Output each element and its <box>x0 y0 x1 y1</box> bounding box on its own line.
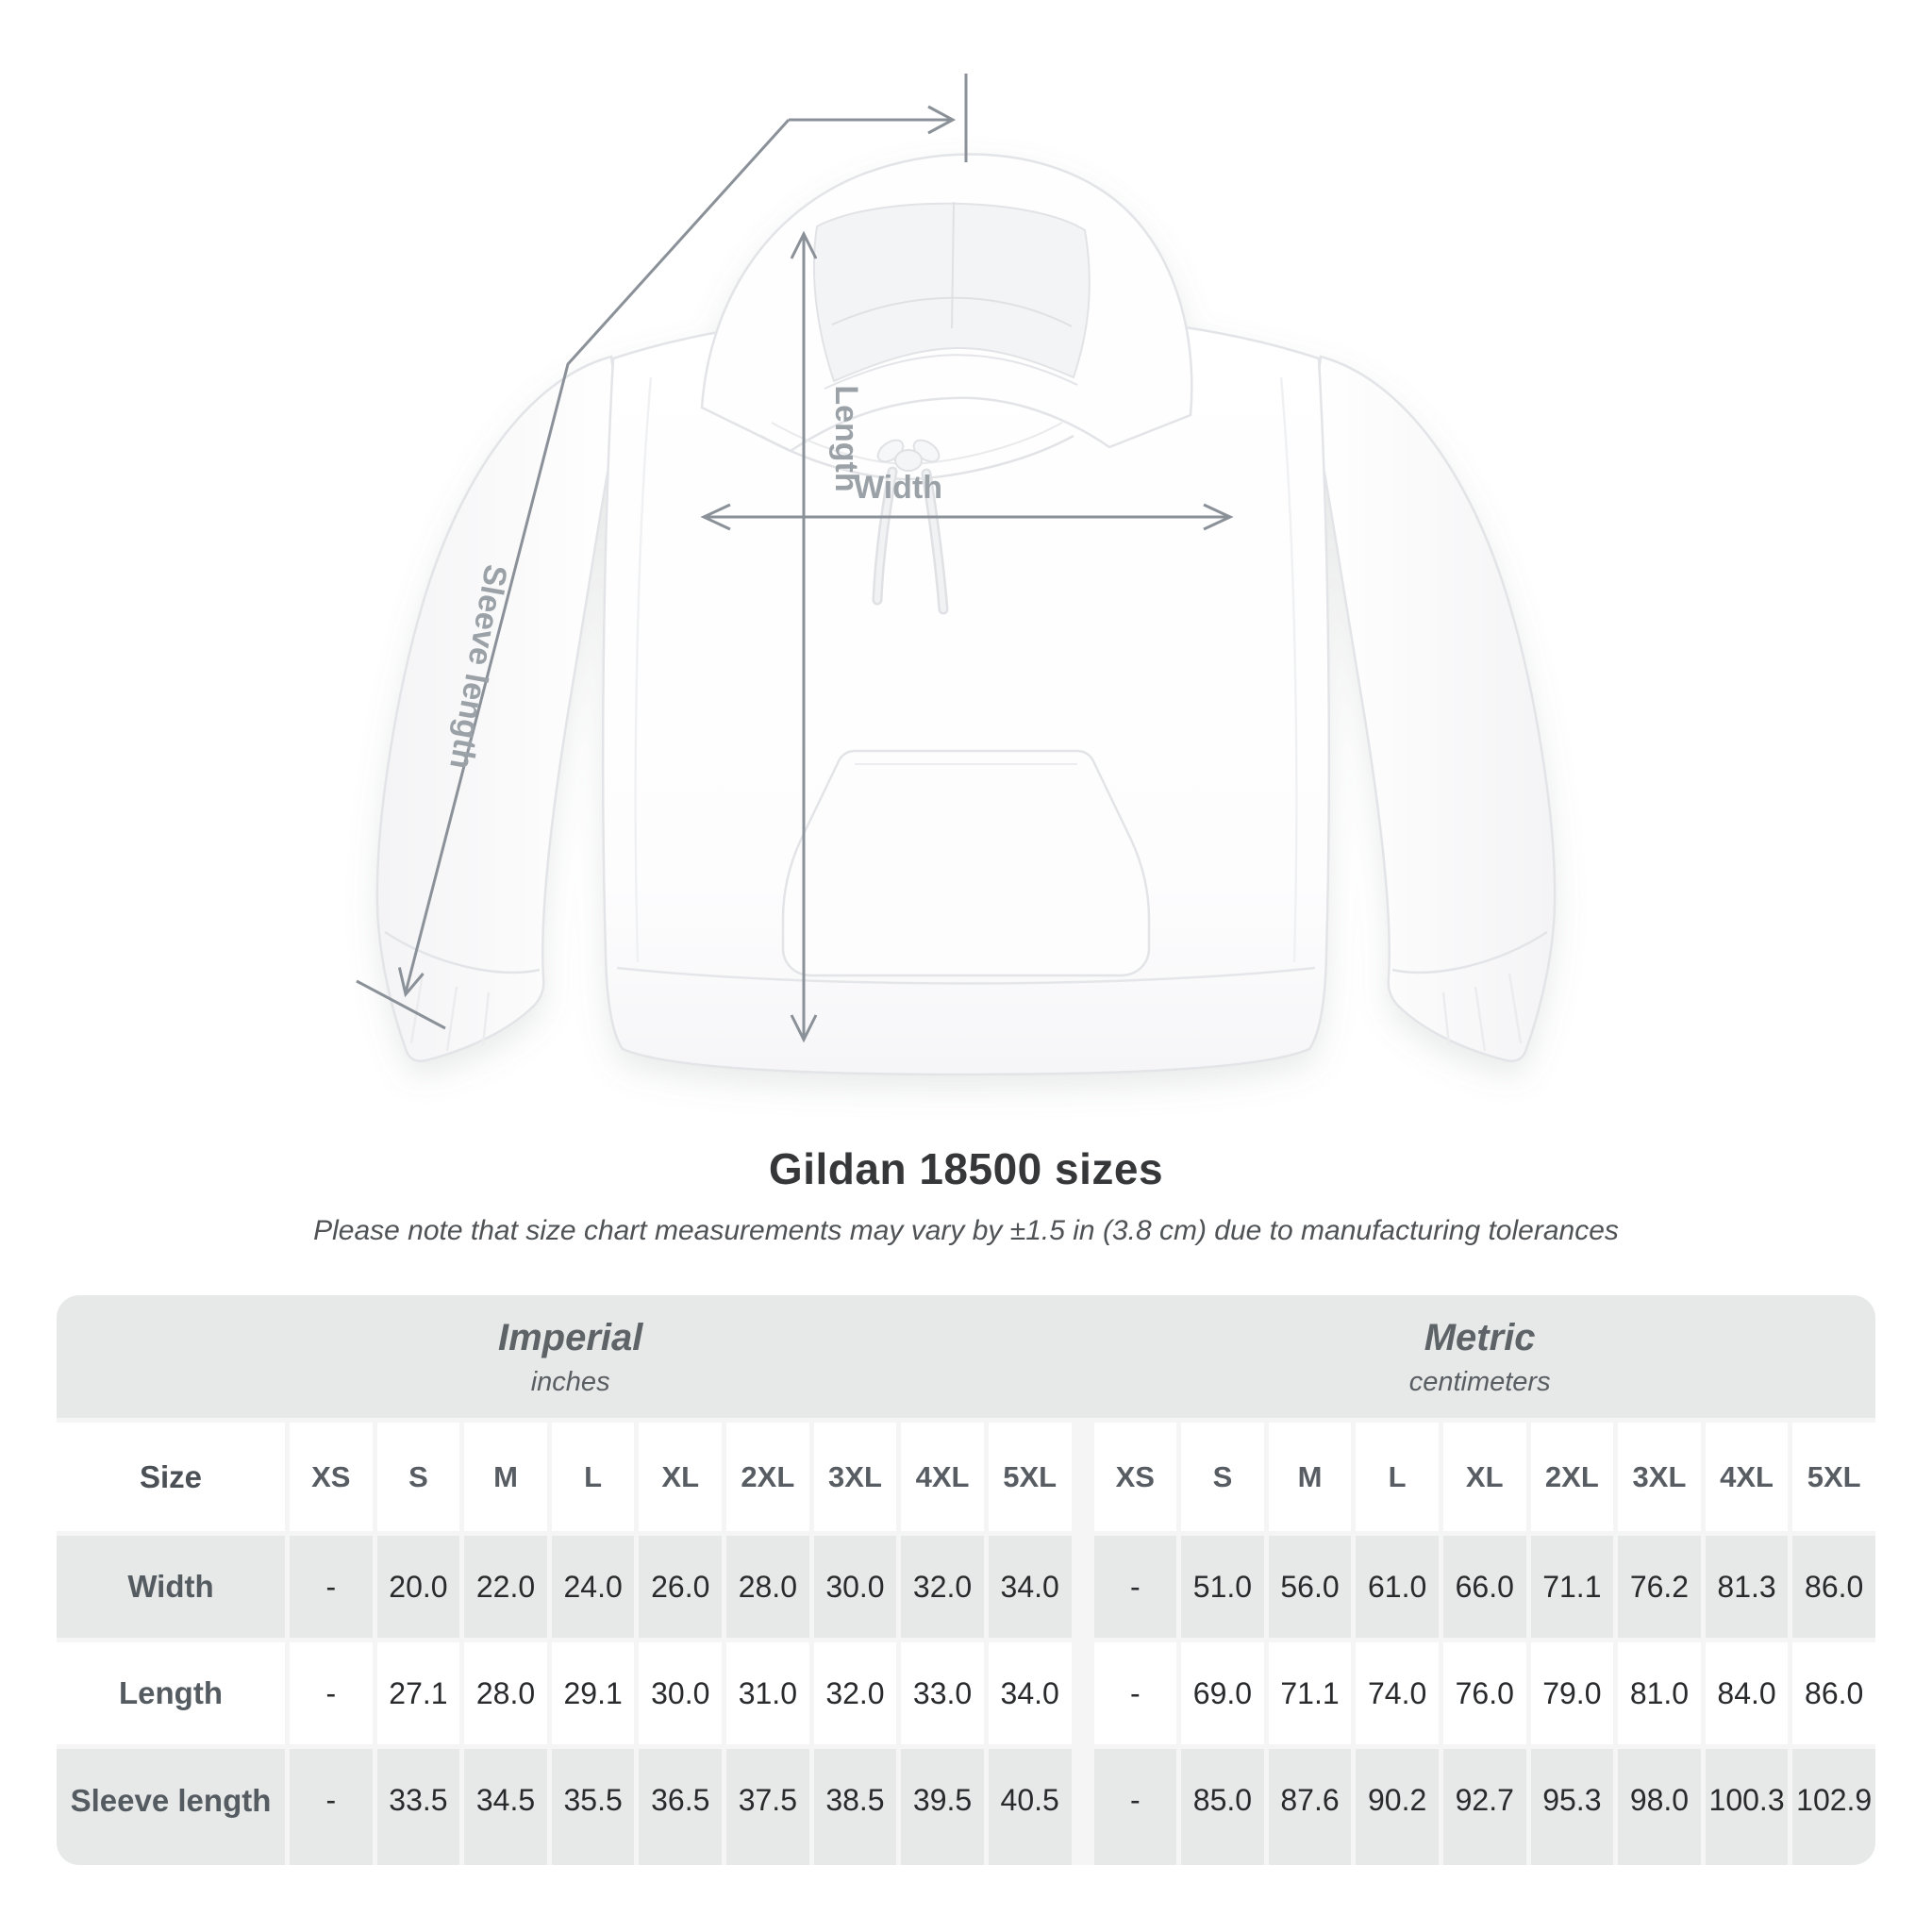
column-header-2xl: 2XL <box>726 1423 809 1531</box>
size-cell: 79.0 <box>1531 1642 1614 1744</box>
unit-group-imperial <box>57 1316 1084 1398</box>
hoodie-right-sleeve <box>1313 357 1555 1061</box>
unit-group-name: Metric <box>1424 1316 1536 1358</box>
size-cell: 95.3 <box>1531 1749 1614 1865</box>
size-cell: 100.3 <box>1706 1749 1789 1865</box>
unit-group-band <box>57 1295 1875 1418</box>
column-header-xs: XS <box>290 1423 373 1531</box>
size-cell: 71.1 <box>1531 1536 1614 1638</box>
size-cell: 24.0 <box>552 1536 635 1638</box>
length-label: Length <box>828 385 864 492</box>
column-header-xl: XL <box>639 1423 722 1531</box>
size-cell: 86.0 <box>1792 1642 1875 1744</box>
size-table <box>57 1295 1875 1865</box>
size-cell: - <box>1094 1536 1177 1638</box>
column-header-l: L <box>1356 1423 1439 1531</box>
unit-group-unit: centimeters <box>1408 1366 1551 1397</box>
size-cell: 32.0 <box>901 1536 984 1638</box>
size-cell: 92.7 <box>1443 1749 1526 1865</box>
size-cell: 39.5 <box>901 1749 984 1865</box>
column-header-m: M <box>464 1423 547 1531</box>
size-cell: 76.0 <box>1443 1642 1526 1744</box>
row-label: Width <box>57 1536 285 1638</box>
column-header-3xl: 3XL <box>1618 1423 1701 1531</box>
column-header-3xl: 3XL <box>814 1423 897 1531</box>
unit-group-unit: inches <box>530 1366 610 1397</box>
size-cell: - <box>1094 1642 1177 1744</box>
size-cell: 84.0 <box>1706 1642 1789 1744</box>
column-header-l: L <box>552 1423 635 1531</box>
size-cell: 28.0 <box>464 1642 547 1744</box>
size-cell: 33.5 <box>377 1749 460 1865</box>
size-cell: 90.2 <box>1356 1749 1439 1865</box>
group-gap <box>1076 1536 1090 1638</box>
size-cell: 74.0 <box>1356 1642 1439 1744</box>
size-cell: 86.0 <box>1792 1536 1875 1638</box>
column-header-xs: XS <box>1094 1423 1177 1531</box>
tolerance-note: Please note that size chart measurements may vary by ±1.5 in (3.8 cm) due to manufacturing tolerances <box>313 1215 1619 1246</box>
size-cell: 36.5 <box>639 1749 722 1865</box>
size-cell: 34.5 <box>464 1749 547 1865</box>
size-table-grid <box>57 1295 1875 1865</box>
size-cell: 28.0 <box>726 1536 809 1638</box>
size-cell: 85.0 <box>1181 1749 1264 1865</box>
unit-group-metric <box>1084 1316 1875 1398</box>
column-header-5xl: 5XL <box>1792 1423 1875 1531</box>
size-cell: 81.0 <box>1618 1642 1701 1744</box>
size-cell: 30.0 <box>814 1536 897 1638</box>
page-title: Gildan 18500 sizes <box>768 1144 1164 1193</box>
column-header-s: S <box>1181 1423 1264 1531</box>
size-cell: - <box>290 1749 373 1865</box>
size-cell: 38.5 <box>814 1749 897 1865</box>
hoodie-illustration <box>377 154 1555 1074</box>
column-header-4xl: 4XL <box>1706 1423 1789 1531</box>
group-gap <box>1076 1749 1090 1865</box>
size-cell: 34.0 <box>989 1642 1072 1744</box>
size-cell: - <box>290 1536 373 1638</box>
size-cell: 87.6 <box>1269 1749 1352 1865</box>
column-header-xl: XL <box>1443 1423 1526 1531</box>
unit-group-name: Imperial <box>497 1316 643 1358</box>
size-cell: 34.0 <box>989 1536 1072 1638</box>
size-cell: 102.9 <box>1792 1749 1875 1865</box>
size-cell: 31.0 <box>726 1642 809 1744</box>
column-header-m: M <box>1269 1423 1352 1531</box>
hoodie-left-sleeve <box>377 357 619 1061</box>
column-header-4xl: 4XL <box>901 1423 984 1531</box>
size-cell: 56.0 <box>1269 1536 1352 1638</box>
row-label: Sleeve length <box>57 1749 285 1865</box>
size-cell: 69.0 <box>1181 1642 1264 1744</box>
column-header-5xl: 5XL <box>989 1423 1072 1531</box>
size-cell: 26.0 <box>639 1536 722 1638</box>
column-header-size: Size <box>57 1423 285 1531</box>
size-cell: 40.5 <box>989 1749 1072 1865</box>
width-label: Width <box>853 470 943 506</box>
size-cell: 76.2 <box>1618 1536 1701 1638</box>
size-cell: 51.0 <box>1181 1536 1264 1638</box>
hoodie-pocket <box>783 751 1149 975</box>
row-label: Length <box>57 1642 285 1744</box>
size-cell: 27.1 <box>377 1642 460 1744</box>
column-header-2xl: 2XL <box>1531 1423 1614 1531</box>
column-header-s: S <box>377 1423 460 1531</box>
size-cell: 32.0 <box>814 1642 897 1744</box>
group-gap <box>1076 1642 1090 1744</box>
size-cell: 22.0 <box>464 1536 547 1638</box>
group-gap <box>1076 1423 1090 1531</box>
size-cell: - <box>290 1642 373 1744</box>
sleeve-length-label: Sleeve length <box>442 561 514 773</box>
size-cell: 29.1 <box>552 1642 635 1744</box>
size-cell: 33.0 <box>901 1642 984 1744</box>
size-cell: 61.0 <box>1356 1536 1439 1638</box>
size-cell: 81.3 <box>1706 1536 1789 1638</box>
size-cell: 66.0 <box>1443 1536 1526 1638</box>
size-cell: 35.5 <box>552 1749 635 1865</box>
size-cell: 98.0 <box>1618 1749 1701 1865</box>
size-cell: 37.5 <box>726 1749 809 1865</box>
size-cell: 20.0 <box>377 1536 460 1638</box>
size-cell: 71.1 <box>1269 1642 1352 1744</box>
size-cell: 30.0 <box>639 1642 722 1744</box>
size-cell: - <box>1094 1749 1177 1865</box>
